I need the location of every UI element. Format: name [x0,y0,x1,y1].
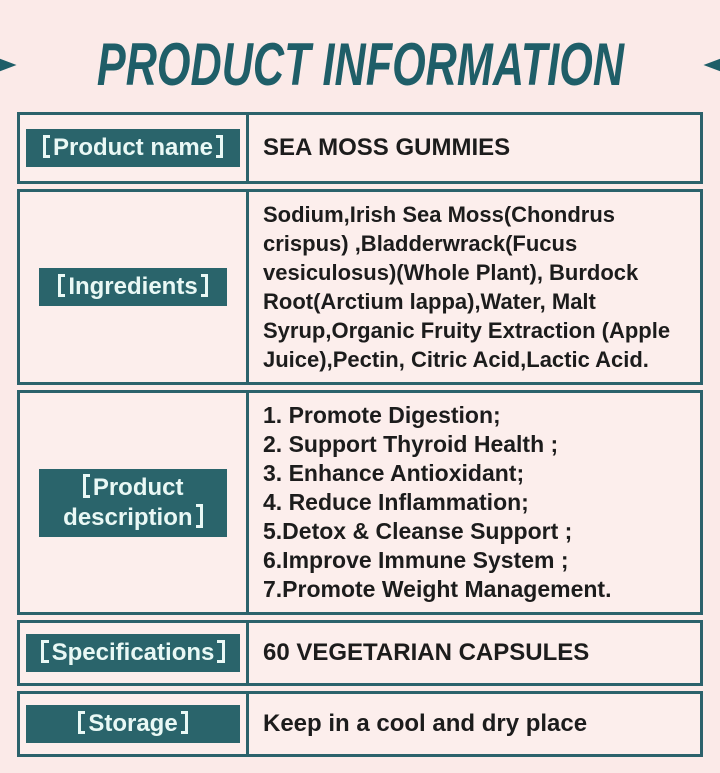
lenticular-bracket-right-icon [196,504,203,528]
lenticular-bracket-right-icon [216,135,223,159]
description-item: 4. Reduce Inflammation; [263,489,529,515]
storage-label: Storage [26,705,240,743]
description-item: 5.Detox & Cleanse Support ; [263,518,573,544]
ingredients-label: Ingredients [39,268,227,306]
description-item: 1. Promote Digestion; [263,402,501,428]
description-item: 7.Promote Weight Management. [263,576,612,602]
left-pointing-arrow-icon [703,52,720,79]
description-item: 6.Improve Immune System ; [263,547,569,573]
lenticular-bracket-left-icon [58,274,65,298]
product-description-label: Product description [39,469,227,537]
table-row-product-name [17,112,703,184]
lenticular-bracket-right-icon [217,640,224,664]
specifications-value: 60 VEGETARIAN CAPSULES [263,639,590,666]
description-item: 3. Enhance Antioxidant; [263,460,525,486]
specifications-label-cell [20,623,249,683]
table-row-specifications [17,620,703,686]
storage-value: Keep in a cool and dry place [263,710,588,737]
product-description-value [249,393,700,612]
product-name-value: SEA MOSS GUMMIES [263,134,511,161]
product-name-label-cell [20,115,249,181]
lenticular-bracket-left-icon [43,135,50,159]
lenticular-bracket-left-icon [78,711,85,735]
description-item: 2. Support Thyroid Health ; [263,431,559,457]
page-header [0,0,720,100]
right-pointing-arrow-icon [0,52,17,79]
table-row-storage [17,691,703,757]
lenticular-bracket-right-icon [181,711,188,735]
lenticular-bracket-left-icon [83,474,90,498]
lenticular-bracket-right-icon [201,274,208,298]
table-row-product-description [17,390,703,615]
lenticular-bracket-left-icon [41,640,48,664]
table-row-ingredients [17,189,703,385]
product-info-table [17,112,703,757]
specifications-label: Specifications [26,634,240,672]
storage-label-cell [20,694,249,754]
page-title: PRODUCT INFORMATION [96,31,624,99]
ingredients-value: Sodium,Irish Sea Moss(Chondrus crispus) ,Bladderwrack(Fucus vesiculosus)(Whole Plant), Burdock Root(Arctium lappa),Water, Malt Syrup,Organic Fruity Extraction (Apple Juice),Pectin, Citric Acid,Lactic Acid. [263,202,671,372]
ingredients-label-cell [20,192,249,382]
product-description-label-cell [20,393,249,612]
product-name-label: Product name [26,129,240,167]
